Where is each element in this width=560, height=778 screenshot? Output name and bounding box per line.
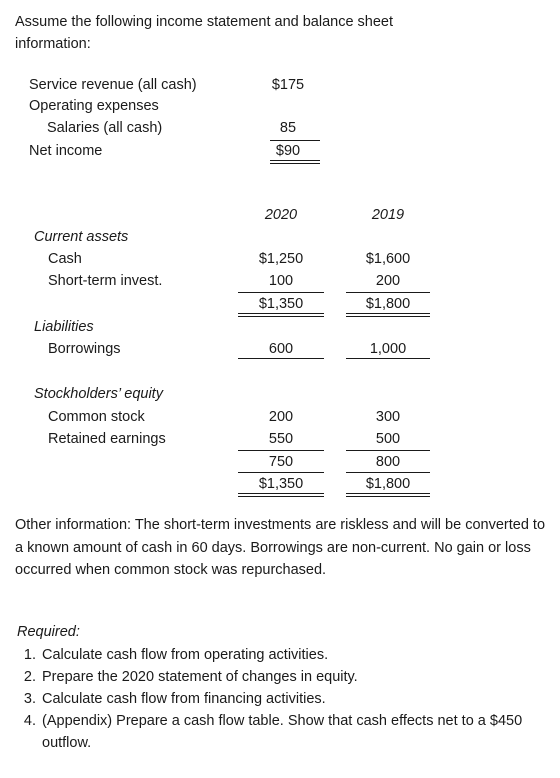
intro-line-1: Assume the following income statement and balance sheet: [15, 14, 394, 30]
common-stock-label: Common stock: [48, 409, 145, 425]
equity-total-underline-2019: [346, 472, 430, 473]
required-item-3: 3. Calculate cash flow from financing activities.: [40, 688, 555, 710]
borrowings-2020: 600: [268, 341, 294, 357]
net-income-label: Net income: [29, 143, 103, 159]
net-income-double-underline: [270, 160, 320, 164]
total-current-double-underline-2019: [346, 313, 430, 317]
cash-label: Cash: [48, 251, 82, 267]
retained-underline-2020: [238, 450, 324, 451]
retained-earnings-2020: 550: [268, 431, 294, 447]
sti-2020: 100: [268, 273, 294, 289]
retained-earnings-label: Retained earnings: [48, 431, 166, 447]
cash-2020: $1,250: [258, 251, 304, 267]
total-current-double-underline-2020: [238, 313, 324, 317]
retained-earnings-2019: 500: [375, 431, 401, 447]
revenue-value: $175: [271, 77, 305, 93]
equity-total-2020: 750: [268, 454, 294, 470]
total-current-2020: $1,350: [258, 296, 304, 312]
grand-total-double-underline-2020: [238, 493, 324, 497]
borrowings-label: Borrowings: [48, 341, 121, 357]
grand-total-double-underline-2019: [346, 493, 430, 497]
common-stock-2019: 300: [375, 409, 401, 425]
required-list: [17, 644, 555, 754]
year-2019-header: 2019: [371, 207, 405, 223]
required-item-1: 1. Calculate cash flow from operating activities.: [40, 644, 555, 666]
sti-label: Short-term invest.: [48, 273, 163, 289]
assets-underline-2019: [346, 292, 430, 293]
grand-total-2020: $1,350: [258, 476, 304, 492]
total-current-2019: $1,800: [365, 296, 411, 312]
equity-total-2019: 800: [375, 454, 401, 470]
cash-2019: $1,600: [365, 251, 411, 267]
current-assets-heading: Current assets: [34, 229, 129, 245]
grand-total-2019: $1,800: [365, 476, 411, 492]
required-item-2: 2. Prepare the 2020 statement of changes in equity.: [40, 666, 555, 688]
other-information: Other information: The short-term investments are riskless and will be converted to a known amount of cash in 60 days. Borrowings are non-current. No gain or loss occurred when common stock was repurchased.: [15, 517, 546, 578]
borrowings-underline-2020: [238, 358, 324, 359]
retained-underline-2019: [346, 450, 430, 451]
salaries-value: 85: [279, 120, 297, 136]
borrowings-2019: 1,000: [369, 341, 407, 357]
common-stock-2020: 200: [268, 409, 294, 425]
intro-line-2: information:: [15, 36, 91, 52]
assets-underline-2020: [238, 292, 324, 293]
borrowings-underline-2019: [346, 358, 430, 359]
year-2020-header: 2020: [264, 207, 298, 223]
required-item-4: 4. (Appendix) Prepare a cash flow table. Show that cash effects net to a $450 outflow.: [40, 710, 555, 754]
salaries-label: Salaries (all cash): [47, 120, 163, 136]
equity-heading: Stockholders’ equity: [34, 386, 163, 402]
liabilities-heading: Liabilities: [34, 319, 94, 335]
required-heading: Required:: [17, 624, 80, 640]
equity-total-underline-2020: [238, 472, 324, 473]
net-income-value: $90: [275, 143, 301, 159]
opex-label: Operating expenses: [29, 98, 159, 114]
revenue-label: Service revenue (all cash): [29, 77, 197, 93]
sti-2019: 200: [375, 273, 401, 289]
